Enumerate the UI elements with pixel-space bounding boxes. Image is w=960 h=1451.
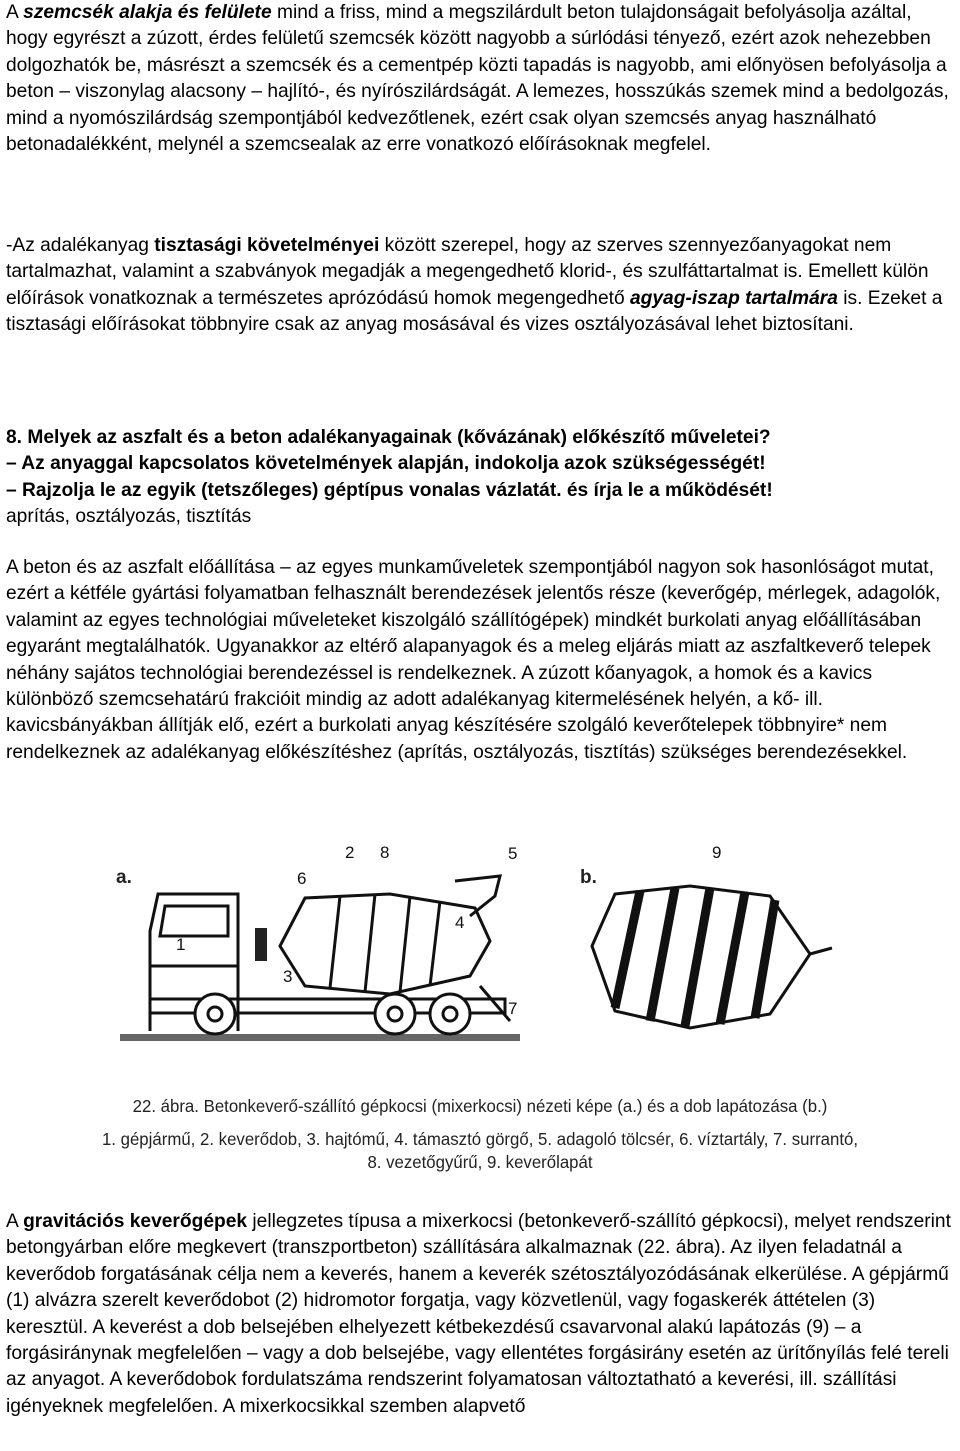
answer-keywords: aprítás, osztályozás, tisztítás xyxy=(6,506,252,528)
p5-lead: A xyxy=(6,1211,24,1232)
mixer-truck-illustration xyxy=(0,836,960,1096)
feed-hopper xyxy=(455,876,500,916)
paragraph-production: A beton és az aszfalt előállítása – az egyes munkaműveletek szempontjából nagyon sok hasonlóságot mutat, ezért a kétféle gyártási folyamatban felhasznált berendezések jelentős része (keverőgép, mérlegek, adagolók, valamint az egyes technológiai műveleteket kiszolgáló szállítógépek) mindkét burkolati anyag előállításában egyaránt megtalálhatók. Ugyanakkor az eltérő alapanyagok és a meleg eljárás miatt az aszfaltkeverő telepek néhány sajátos technológiai berendezéssel is rendelkeznek. A zúzott kőanyagok, a homok és a kavics különböző szemcsehatárú frakcióit mindig az adott adalékanyag kitermelésének helyén, a kő- ill. kavicsbányákban állítják elő, ezért a burkolati anyag készítésére szolgáló keverőtelepek többnyire* nem rendelkeznek az adalékanyag előkészítéshez (aprítás, osztályozás, tisztítás) szükséges berendezésekkel. xyxy=(6,557,941,763)
p1-bold-italic-term: szemcsék alakja és felülete xyxy=(23,2,272,23)
part-number-5: 5 xyxy=(508,844,518,863)
question-block xyxy=(6,425,958,531)
question-8-part-1: – Az anyaggal kapcsolatos követelmények alapján, indokolja azok szükségességét! xyxy=(6,453,766,475)
part-number-4: 4 xyxy=(455,913,465,932)
part-number-2: 2 xyxy=(345,843,355,862)
p5-bold-term: gravitációs keverőgépek xyxy=(23,1211,248,1232)
question-8-part-2: – Rajzolja le az egyik (tetszőleges) géptípus vonalas vázlatát. és írja le a működését! xyxy=(6,479,773,501)
figure-caption-legend-2: 8. vezetőgyűrű, 9. keverőlapát xyxy=(367,1152,593,1172)
p1-lead: A xyxy=(6,2,24,23)
part-number-9: 9 xyxy=(712,843,722,862)
drum-blade-detail xyxy=(592,886,832,1028)
p2-body-text-2: is. Ezeket a tisztasági előírásokat többnyire csak az anyag mosásával és vizes osztályozásával lehet biztosítani. xyxy=(6,287,943,336)
p2-lead: -Az adalékanyag xyxy=(6,235,155,256)
p5-body-text: jellegzetes típusa a mixerkocsi (betonkeverő-szállító gépkocsi), melyet rendszerint betongyárban előre megkevert (transzportbeton) szállítására alkalmaznak (22. ábra). Az ilyen feladatnál a keverődob forgatásának célja nem a keverés, hanem a keverék szétosztályozódásának elkerülése. A gépjármű (1) alvázra szerelt keverődobot (2) hidromotor forgatja, vagy közvetlenül, vagy fogaskerék áttételen (3) keresztül. A keverést a dob belsejében elhelyezett kétbekezdésű csavarvonal alakú lapátozás (9) – a forgásiránynak megfelelően – vagy a dob belsejébe, vagy ellentétes forgásirány esetén az ürítőnyílás felé tereli az anyagot. A keverődobok fordulatszáma rendszerint folyamatosan változtatható a keverési, ill. szállítási igényeknek megfelelően. A mixerkocsikkal szemben alapvető xyxy=(6,1211,951,1417)
part-number-3: 3 xyxy=(283,967,293,986)
question-8: 8. Melyek az aszfalt és a beton adalékanyagainak (kővázának) előkészítő műveletei? xyxy=(6,427,771,448)
paragraph-gravity-mixers xyxy=(6,1209,958,1420)
part-number-7: 7 xyxy=(508,999,518,1018)
part-number-6: 6 xyxy=(297,869,307,888)
p2-bold-italic-term: agyag-iszap tartalmára xyxy=(629,287,838,309)
front-hub xyxy=(208,1007,222,1021)
paragraph-cleanliness xyxy=(6,233,958,339)
p2-bold-term: tisztasági követelményei xyxy=(154,235,380,256)
part-number-1: 1 xyxy=(176,935,186,954)
paragraph-grain-shape xyxy=(6,0,958,158)
water-tank xyxy=(255,928,267,961)
figure-label-b: b. xyxy=(580,867,597,888)
figure-label-a: a. xyxy=(116,867,132,888)
figure-caption-legend-1: 1. gépjármű, 2. keverődob, 3. hajtómű, 4. támasztó görgő, 5. adagoló tölcsér, 6. víztartály, 7. surrantó, xyxy=(101,1129,859,1149)
p2-body-text-1: között szerepel, hogy az szerves szennyezőanyagokat nem tartalmazhat, valamint a szabványok megadják a megengedhető klorid-, és szulfáttartalmat is. Emellett külön előírások vonatkoznak a természetes aprózódású homok megengedhető xyxy=(6,235,929,309)
figure-caption-title: 22. ábra. Betonkeverő-szállító gépkocsi (mixerkocsi) nézeti képe (a.) és a dob lapátozása (b.) xyxy=(132,1096,828,1116)
p1-body-text: mind a friss, mind a megszilárdult beton tulajdonságait befolyásolja azáltal, hogy egyrészt a zúzott, érdes felületű szemcsék között nagyobb a súrlódási tényező, ezért azok nehezebben dolgozhatók be, másrészt a szemcsék és a cementpép közti tapadás is nagyobb, ami előnyösen befolyásolja a beton – viszonylag alacsony – hajlító-, és nyírószilárdságát. A lemezes, hosszúkás szemek mind a bedolgozás, mind a nyomószilárdság szempontjából kedvezőtlenek, ezért csak olyan szemcsés anyag használható betonadalékként, melynél a szemcsealak az erre vonatkozó előírásoknak megfelel. xyxy=(6,2,949,156)
mixer-drum xyxy=(280,894,490,994)
part-number-8: 8 xyxy=(380,843,390,862)
ground-line xyxy=(120,1034,520,1041)
rear-hub-1 xyxy=(388,1007,402,1021)
rear-hub-2 xyxy=(443,1007,457,1021)
